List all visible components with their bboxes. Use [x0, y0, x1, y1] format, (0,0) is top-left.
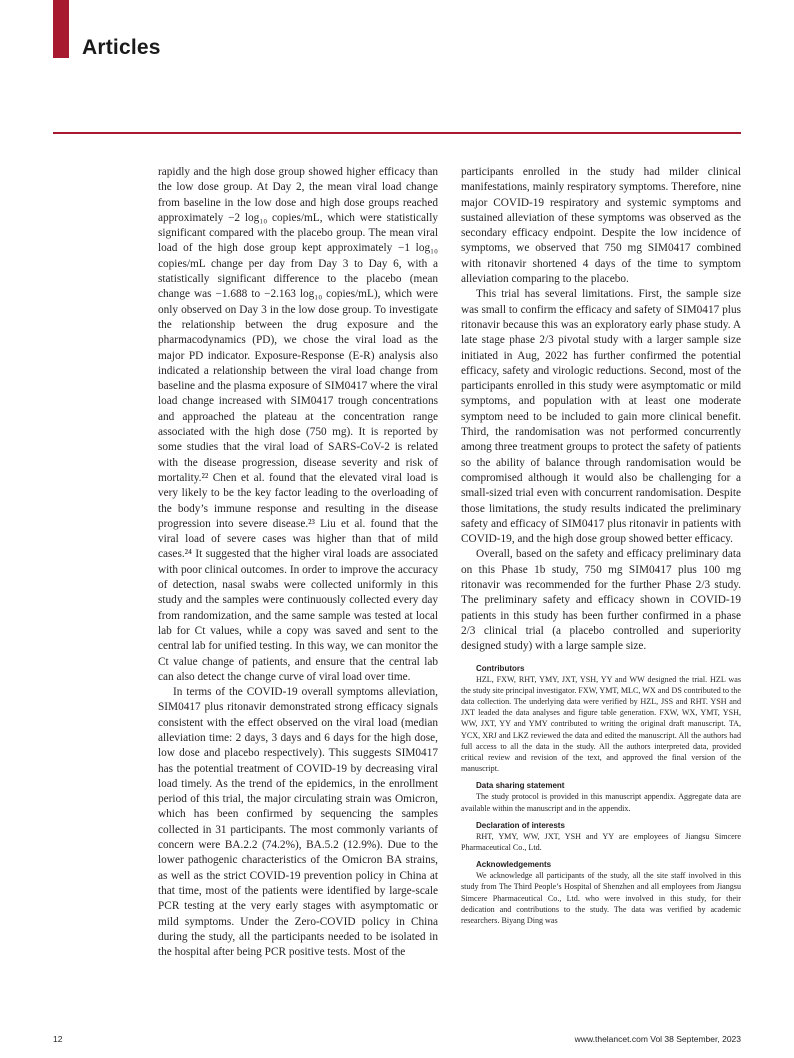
left-column — [158, 165, 438, 960]
body-paragraph: participants enrolled in the study had milder clinical manifestations, mainly respiratory symptoms. Therefore, nine major COVID-19 respiratory and systemic symptoms and sustained alleviation of these symptoms was observed as the secondary efficacy endpoint. Despite the low incidence of symptoms, we observed that 750 mg SIM0417 combined with ritonavir shortened 4 days of the time to symptom alleviation comparing to the placebo. — [461, 166, 741, 286]
interests-section — [461, 820, 741, 853]
data-sharing-heading: Data sharing statement — [476, 781, 565, 791]
header-rule — [53, 132, 741, 134]
body-paragraph: Overall, based on the safety and efficacy preliminary data on this Phase 1b study, 750 mg SIM0417 plus 100 mg ritonavir was recommended for the further Phase 2/3 study. The preliminary safety and efficacy shown in COVID-19 patients in this study has been further confirmed in a phase 2/3 clinical trial (a placebo controlled and superiority designed study) with a large sample size. — [461, 548, 741, 653]
body-paragraph: This trial has several limitations. First, the sample size was small to confirm the efficacy and safety of SIM0417 plus ritonavir because this was an exploratory early phase study. A late stage phase 2/3 pivotal study with a larger sample size initiated in Aug, 2022 has further confirmed the potential efficacy, safety and virologic reductions. Second, most of the participants enrolled in this study were asymptomatic or mild symptoms, and population with at least one moderate symptom need to be included to gain more clinical benefit. Third, the randomisation was not performed concurrently among three treatment groups to protect the safety of patients so the ability of balance through randomisation would be compromised although it would also be challenging for a small-sized trial even with concurrent randomisation. Despite those limitations, the study results indicated the preliminary safety and efficacy of SIM0417 plus ritonavir in patients with COVID-19, and the high dose group showed better efficacy. — [461, 288, 741, 546]
contributors-text: HZL, FXW, RHT, YMY, JXT, YSH, YY and WW designed the trial. HZL was the study site principal investigator. FXW, YMT, MLC, WX and DS contributed to the data collection. The underlying data were verified by HZL, JSS and RHT. YSH and JXT leaded the data analyses and figure table generation. FXW, WX, YMT, YSH, WW, JXT, YY and YMY contributed to writing the original draft manuscript. TA, YCX, XRJ and LKZ reviewed the data and edited the manuscript. All the authors had full access to all the data in the study. All the authors interpreted data, provided critical review and revision of the text, and approved the final version of the manuscript. — [461, 674, 741, 774]
data-sharing-text: The study protocol is provided in this manuscript appendix. Aggregate data are available within the manuscript and in the appendix. — [461, 792, 741, 813]
interests-heading: Declaration of interests — [476, 820, 565, 830]
acknowledgements-section — [461, 859, 741, 926]
section-color-bar — [53, 0, 69, 58]
section-title: Articles — [82, 36, 161, 59]
interests-text: RHT, YMY, WW, JXT, YSH and YY are employees of Jiangsu Simcere Pharmaceutical Co., Ltd. — [461, 831, 741, 852]
right-column — [461, 165, 741, 926]
data-sharing-section — [461, 780, 741, 813]
acknowledgements-text: We acknowledge all participants of the study, all the site staff involved in this study from The Third People’s Hospital of Shenzhen and all employees from Jiangsu Simcere Pharmaceutical Co., Ltd. who were involved in this study, for their dedication and contributions to the study. The data was verified by academic researchers. Biyang Ding was — [461, 871, 741, 925]
contributors-section — [461, 663, 741, 775]
body-paragraph: rapidly and the high dose group showed higher efficacy than the low dose group. At Day 2, the mean viral load change from baseline in the low dose and high dose groups reached approximately −2 log₁₀ copies/mL, which were statistically significant compared with the placebo group. The mean viral load of the high dose group kept approximately −1 log₁₀ copies/mL change per day from Day 3 to Day 6, with a statistically significant difference to the placebo (mean change was −1.688 to −2.163 log₁₀ copies/mL), which were only observed on Day 3 in the low dose group. To investigate the relationship between the drug exposure and the pharmacodynamics (PD), we chose the viral load as the major PD indicator. Exposure-Response (E-R) analysis also indicated a relationship between the viral load change from baseline and the plasma exposure of SIM0417 where the viral load change increased with SIM0417 trough concentrations and approached the plateau at the concentration range associated with the high dose (750 mg). It is reported by some studies that the viral load of SARS-CoV-2 is related with the disease progression, disease severity and risk of mortality.²² Chen et al. found that the elevated viral load is very likely to be the key factor leading to the overloading of the body’s immune response and resulting in the disease progression into severe disease.²³ Liu et al. found that the viral load of severe cases was higher than that of mild cases.²⁴ It suggested that the higher viral loads are associated with poor clinical outcomes. In order to improve the accuracy of detection, nasal swabs were collected uniformly in this study and the samples were continuously collected every day from randomization, and the same sample was tested at local lab for Ct values, while a copy was saved and sent to the central lab for unified testing. In this way, we can monitor the Ct value change of patients, and ensure that the central lab can also detect the change curve of viral load over time. — [158, 166, 438, 683]
contributors-heading: Contributors — [476, 663, 525, 673]
body-paragraph: In terms of the COVID-19 overall symptoms alleviation, SIM0417 plus ritonavir demonstrated strong efficacy signals consistent with the effect observed on the viral load (median alleviation time: 2 days, 3 days and 6 days for the high dose, low dose and placebo respectively). This suggests SIM0417 has the potential treatment of COVID-19 by decreasing viral load timely. As the trend of the epidemics, in the enrollment period of this trial, the major circulating strain was Omicron, which has been confirmed by sequencing the samples collected in 31 participants. The most commonly variants of concern were BA.2.2 (74.2%), BA.5.2 (12.9%). Due to the lower pathogenic characteristics of the Omicron BA strains, as well as the strict COVID-19 prevention policy in China at that time, most of the patients were identified by large-scale PCR testing at the very early stages with asymptomatic or mild symptoms. Under the Zero-COVID policy in China during the study, all the participants needed to be isolated in the hospital after being PCR positive tests. Most of the — [158, 686, 438, 959]
page-number: 12 — [53, 1034, 63, 1044]
acknowledgements-heading: Acknowledgements — [476, 860, 552, 870]
journal-citation: www.thelancet.com Vol 38 September, 2023 — [574, 1034, 741, 1044]
